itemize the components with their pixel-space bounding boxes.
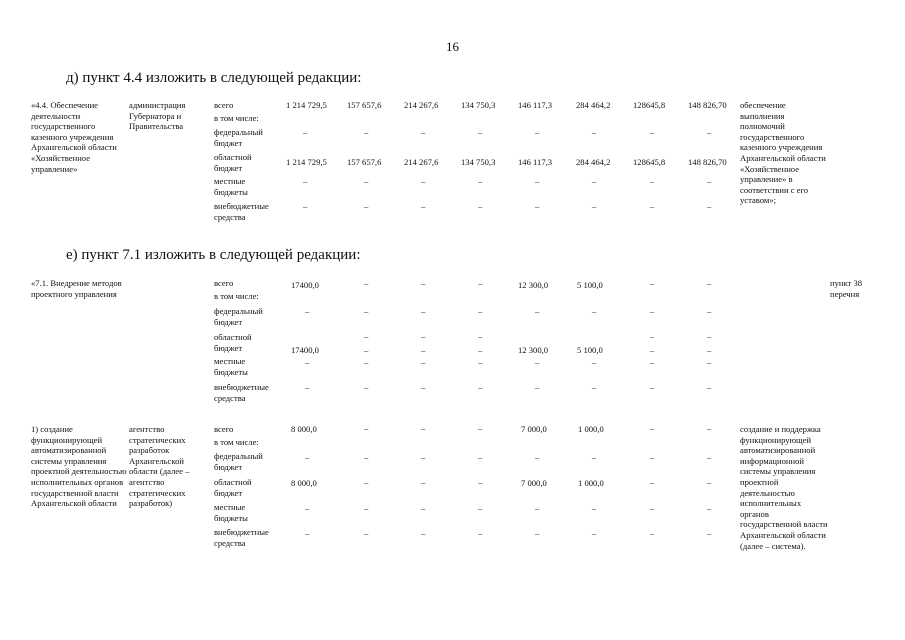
e2-src-federal: федеральный бюджет xyxy=(214,451,263,472)
d-total-c3: 214 267,6 xyxy=(404,100,439,110)
e1-extra-dash: – xyxy=(364,382,369,392)
e2-fed-dash: – xyxy=(650,452,655,462)
d-src-extra: внебюджетные средства xyxy=(214,201,269,222)
d-src-total: всего xyxy=(214,100,234,110)
e2-extra-dash: – xyxy=(535,528,540,538)
e1-regional-c5: 12 300,0 xyxy=(518,345,549,355)
d-fed-dash: – xyxy=(707,127,712,137)
e1-fed-dash: – xyxy=(592,306,597,316)
e1-fed-dash: – xyxy=(305,306,310,316)
e1-total-dash: – xyxy=(364,278,369,288)
e1-fed-dash: – xyxy=(650,306,655,316)
e1-total-dash: – xyxy=(421,278,426,288)
d-total-c6: 284 464,2 xyxy=(576,100,611,110)
e1-total-dash: – xyxy=(478,278,483,288)
e1-extra-dash: – xyxy=(478,382,483,392)
e1-regional-c6: 5 100,0 xyxy=(577,345,603,355)
e1-note: пункт 38 перечня xyxy=(830,278,863,299)
e1-reg-dash: – xyxy=(478,345,483,355)
e2-regional-c6: 1 000,0 xyxy=(578,478,604,488)
e1-reg-dash: – xyxy=(707,345,712,355)
d-total-c4: 134 750,3 xyxy=(461,100,496,110)
e1-fed-dash: – xyxy=(421,306,426,316)
d-fed-dash: – xyxy=(535,127,540,137)
e1-local-dash: – xyxy=(364,357,369,367)
e2-responsible: агентство стратегических разработок Архангельской области (далее – агентство стратегических разработок) xyxy=(129,424,190,509)
e1-fed-dash: – xyxy=(478,306,483,316)
e2-total-dash: – xyxy=(707,423,712,433)
e1-fed-dash: – xyxy=(364,306,369,316)
e2-local-dash: – xyxy=(305,503,310,513)
e1-total-dash: – xyxy=(707,278,712,288)
d-local-dash: – xyxy=(364,176,369,186)
d-extra-dash: – xyxy=(364,201,369,211)
e1-local-dash: – xyxy=(305,357,310,367)
e1-local-dash: – xyxy=(478,357,483,367)
e2-local-dash: – xyxy=(364,503,369,513)
e1-src-federal: федеральный бюджет xyxy=(214,306,263,327)
e2-regional-c1: 8 000,0 xyxy=(291,478,317,488)
d-regional-c6: 284 464,2 xyxy=(576,157,611,167)
e2-extra-dash: – xyxy=(478,528,483,538)
e2-fed-dash: – xyxy=(305,452,310,462)
e2-result: создание и поддержка функционирующей автоматизированной информационной системы управления проектной деятельностью исполнительных органов государственной власти Архангельской области (далее – система). xyxy=(740,424,828,551)
d-total-c7: 128645,8 xyxy=(633,100,666,110)
d-local-dash: – xyxy=(303,176,308,186)
e1-reg-dash-top: – xyxy=(421,331,426,341)
e2-reg-dash: – xyxy=(478,477,483,487)
d-regional-c3: 214 267,6 xyxy=(404,157,439,167)
e2-fed-dash: – xyxy=(421,452,426,462)
e1-local-dash: – xyxy=(650,357,655,367)
e1-src-incl: в том числе: xyxy=(214,291,259,301)
d-fed-dash: – xyxy=(364,127,369,137)
e1-reg-dash: – xyxy=(364,345,369,355)
d-responsible: администрация Губернатора и Правительства xyxy=(129,100,186,132)
e2-total-dash: – xyxy=(421,423,426,433)
d-total-c1: 1 214 729,5 xyxy=(286,100,327,110)
e2-fed-dash: – xyxy=(707,452,712,462)
e2-total-c1: 8 000,0 xyxy=(291,424,317,434)
e2-src-regional: областной бюджет xyxy=(214,477,252,498)
e1-reg-dash: – xyxy=(650,345,655,355)
d-src-local: местные бюджеты xyxy=(214,176,248,197)
e2-extra-dash: – xyxy=(421,528,426,538)
e1-fed-dash: – xyxy=(707,306,712,316)
e2-extra-dash: – xyxy=(650,528,655,538)
e2-src-local: местные бюджеты xyxy=(214,502,248,523)
e2-src-total: всего xyxy=(214,424,234,434)
d-total-c2: 157 657,6 xyxy=(347,100,382,110)
e2-local-dash: – xyxy=(707,503,712,513)
e1-local-dash: – xyxy=(535,357,540,367)
e1-extra-dash: – xyxy=(421,382,426,392)
d-extra-dash: – xyxy=(592,201,597,211)
e2-total-dash: – xyxy=(364,423,369,433)
e2-total-dash: – xyxy=(478,423,483,433)
d-extra-dash: – xyxy=(650,201,655,211)
d-measure-name: «4.4. Обеспечение деятельности государственного казенного учреждения Архангельской области «Хозяйственное управление» xyxy=(31,100,117,174)
d-extra-dash: – xyxy=(421,201,426,211)
d-result: обеспечение выполнения полномочий государственного казенного учреждения Архангельской области «Хозяйственное управление» в соответствии с его уставом»; xyxy=(740,100,826,206)
e1-total-c1: 17400,0 xyxy=(291,280,319,290)
e-measure-name: «7.1. Внедрение методов проектного управления xyxy=(31,278,122,299)
d-total-c8: 148 826,70 xyxy=(688,100,727,110)
d-src-federal: федеральный бюджет xyxy=(214,127,263,148)
e1-local-dash: – xyxy=(592,357,597,367)
d-fed-dash: – xyxy=(421,127,426,137)
e1-extra-dash: – xyxy=(535,382,540,392)
e1-reg-dash-top: – xyxy=(364,331,369,341)
d-regional-c4: 134 750,3 xyxy=(461,157,496,167)
e1-total-c6: 5 100,0 xyxy=(577,280,603,290)
d-extra-dash: – xyxy=(535,201,540,211)
e1-fed-dash: – xyxy=(535,306,540,316)
e1-src-local: местные бюджеты xyxy=(214,356,248,377)
e1-extra-dash: – xyxy=(592,382,597,392)
d-regional-c7: 128645,8 xyxy=(633,157,666,167)
d-fed-dash: – xyxy=(303,127,308,137)
d-regional-c5: 146 117,3 xyxy=(518,157,553,167)
d-extra-dash: – xyxy=(478,201,483,211)
e2-local-dash: – xyxy=(421,503,426,513)
e1-reg-dash-top: – xyxy=(650,331,655,341)
e1-regional-c1: 17400,0 xyxy=(291,345,319,355)
d-local-dash: – xyxy=(421,176,426,186)
e2-src-extra: внебюджетные средства xyxy=(214,527,269,548)
d-src-incl: в том числе: xyxy=(214,113,259,123)
e1-extra-dash: – xyxy=(305,382,310,392)
e1-total-c5: 12 300,0 xyxy=(518,280,549,290)
e2-local-dash: – xyxy=(650,503,655,513)
d-regional-c2: 157 657,6 xyxy=(347,157,382,167)
e1-total-dash: – xyxy=(650,278,655,288)
e2-total-c5: 7 000,0 xyxy=(521,424,547,434)
e1-src-regional: областной xyxy=(214,332,252,342)
e1-reg-dash-top: – xyxy=(478,331,483,341)
e2-local-dash: – xyxy=(592,503,597,513)
page-number: 16 xyxy=(446,39,459,54)
e2-fed-dash: – xyxy=(535,452,540,462)
d-extra-dash: – xyxy=(707,201,712,211)
e2-total-c6: 1 000,0 xyxy=(578,424,604,434)
e2-measure-name: 1) создание функционирующей автоматизированной системы управления проектной деятельностью исполнительных органов государственной власти Архангельской области xyxy=(31,424,127,509)
e2-reg-dash: – xyxy=(364,477,369,487)
e1-extra-dash: – xyxy=(707,382,712,392)
e1-src-regional-2: бюджет xyxy=(214,343,243,353)
section-e-heading: е) пункт 7.1 изложить в следующей редакции: xyxy=(66,247,361,263)
e2-reg-dash: – xyxy=(650,477,655,487)
d-local-dash: – xyxy=(535,176,540,186)
e1-src-total: всего xyxy=(214,278,234,288)
d-local-dash: – xyxy=(650,176,655,186)
e1-reg-dash: – xyxy=(421,345,426,355)
e2-extra-dash: – xyxy=(707,528,712,538)
d-local-dash: – xyxy=(592,176,597,186)
d-regional-c8: 148 826,70 xyxy=(688,157,727,167)
e2-extra-dash: – xyxy=(364,528,369,538)
e2-reg-dash: – xyxy=(421,477,426,487)
e2-fed-dash: – xyxy=(592,452,597,462)
e2-src-incl: в том числе: xyxy=(214,437,259,447)
e2-local-dash: – xyxy=(478,503,483,513)
d-fed-dash: – xyxy=(650,127,655,137)
d-local-dash: – xyxy=(478,176,483,186)
e2-extra-dash: – xyxy=(305,528,310,538)
e1-src-extra: внебюджетные средства xyxy=(214,382,269,403)
e1-extra-dash: – xyxy=(650,382,655,392)
e2-regional-c5: 7 000,0 xyxy=(521,478,547,488)
e2-extra-dash: – xyxy=(592,528,597,538)
d-fed-dash: – xyxy=(592,127,597,137)
e2-local-dash: – xyxy=(535,503,540,513)
d-local-dash: – xyxy=(707,176,712,186)
e2-reg-dash: – xyxy=(707,477,712,487)
e2-total-dash: – xyxy=(650,423,655,433)
e2-fed-dash: – xyxy=(478,452,483,462)
d-fed-dash: – xyxy=(478,127,483,137)
d-extra-dash: – xyxy=(303,201,308,211)
e2-fed-dash: – xyxy=(364,452,369,462)
e1-local-dash: – xyxy=(707,357,712,367)
e1-reg-dash-top: – xyxy=(707,331,712,341)
d-total-c5: 146 117,3 xyxy=(518,100,553,110)
e1-local-dash: – xyxy=(421,357,426,367)
section-d-heading: д) пункт 4.4 изложить в следующей редакции: xyxy=(66,70,362,86)
d-src-regional: областной бюджет xyxy=(214,152,252,173)
d-regional-c1: 1 214 729,5 xyxy=(286,157,327,167)
